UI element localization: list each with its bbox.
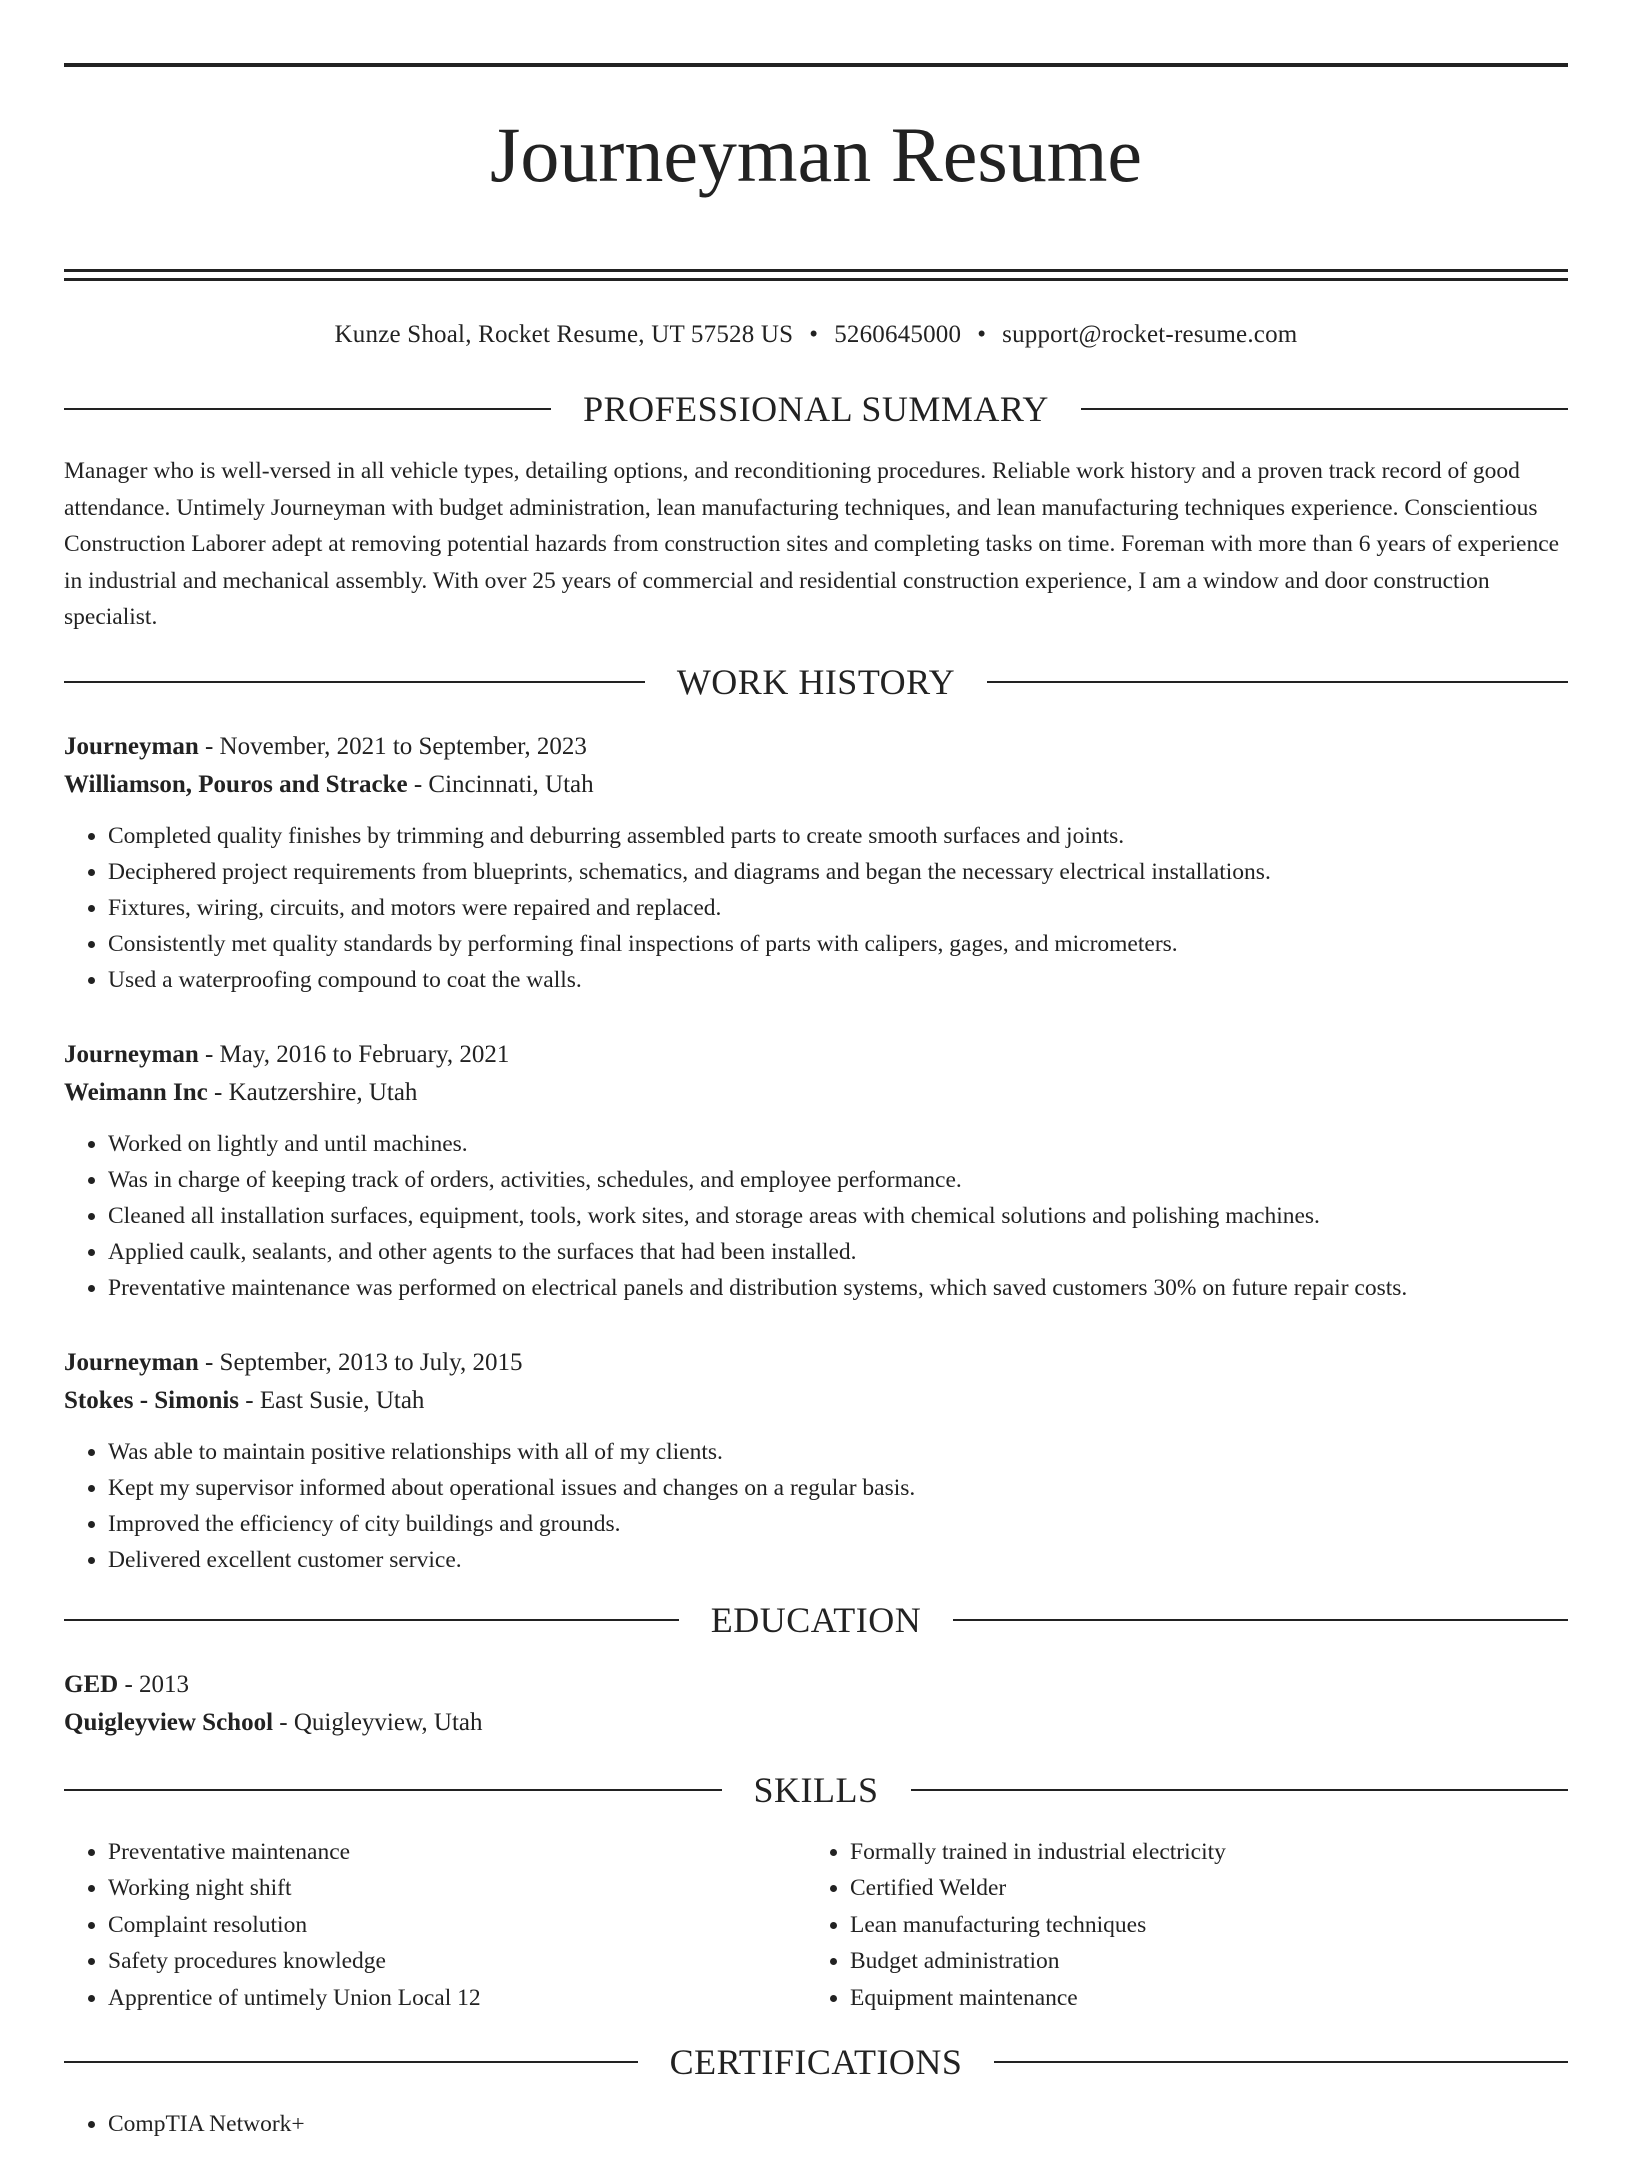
heading-rule-right <box>987 681 1568 683</box>
heading-rule-right <box>953 1619 1568 1621</box>
list-item: • Preventative maintenance <box>108 1834 806 1871</box>
list-item: • Cleaned all installation surfaces, equipment, tools, work sites, and storage areas with chemical solutions and polishing machines. <box>108 1198 1568 1234</box>
section-heading-education <box>64 1598 1568 1642</box>
list-item: • Working night shift <box>108 1870 806 1907</box>
list-item: • Applied caulk, sealants, and other agents to the surfaces that had been installed. <box>108 1234 1568 1270</box>
job-company: Weimann Inc <box>64 1078 208 1106</box>
list-item: • Completed quality finishes by trimming and deburring assembled parts to create smooth surfaces and joints. <box>108 818 1568 854</box>
education-school: Quigleyview School <box>64 1708 274 1736</box>
heading-rule-left <box>64 681 645 683</box>
job-entry <box>64 728 1568 998</box>
section-title: SKILLS <box>753 1769 879 1810</box>
job-dates: - May, 2016 to February, 2021 <box>198 1040 510 1068</box>
job-dates: - November, 2021 to September, 2023 <box>198 732 587 760</box>
job-title-line <box>64 1344 1568 1382</box>
job-title: Journeyman <box>64 1348 199 1376</box>
list-item: • Deciphered project requirements from blueprints, schematics, and diagrams and began the necessary electrical installations. <box>108 854 1568 890</box>
job-title-line <box>64 1036 1568 1074</box>
education-degree-line <box>64 1666 1568 1704</box>
list-item: • Used a waterproofing compound to coat the walls. <box>108 962 1568 998</box>
section-title: PROFESSIONAL SUMMARY <box>583 389 1049 429</box>
list-item: • Formally trained in industrial electricity <box>850 1834 1568 1871</box>
list-item: • Lean manufacturing techniques <box>850 1907 1568 1944</box>
job-entry <box>64 1036 1568 1306</box>
heading-rule-left <box>64 2061 638 2063</box>
list-item: • Was in charge of keeping track of orders, activities, schedules, and employee performance. <box>108 1162 1568 1198</box>
job-location: - East Susie, Utah <box>239 1386 425 1414</box>
skills-list-right <box>806 1834 1568 2017</box>
list-item: • Equipment maintenance <box>850 1980 1568 2017</box>
job-dates: - September, 2013 to July, 2015 <box>198 1348 523 1376</box>
heading-rule-right <box>994 2061 1568 2063</box>
contact-line <box>64 319 1568 351</box>
job-entry <box>64 1344 1568 1578</box>
education-degree: GED <box>64 1670 119 1698</box>
list-item: • Consistently met quality standards by performing final inspections of parts with calipers, gages, and micrometers. <box>108 926 1568 962</box>
job-company-line <box>64 1074 1568 1112</box>
list-item: • Improved the efficiency of city buildings and grounds. <box>108 1506 1568 1542</box>
education-school-line <box>64 1704 1568 1742</box>
section-heading-work-history <box>64 660 1568 704</box>
heading-rule-right <box>1081 408 1568 410</box>
list-item: • Safety procedures knowledge <box>108 1943 806 1980</box>
section-title: CERTIFICATIONS <box>669 2042 963 2082</box>
resume-page <box>0 63 1632 2175</box>
job-title: Journeyman <box>64 732 199 760</box>
top-rule <box>64 63 1568 67</box>
list-item: • Complaint resolution <box>108 1907 806 1944</box>
job-bullets <box>64 1126 1568 1306</box>
list-item: • Fixtures, wiring, circuits, and motors were repaired and replaced. <box>108 890 1568 926</box>
section-title: EDUCATION <box>710 1599 922 1640</box>
skills-columns <box>64 1834 1568 2017</box>
contact-address: Kunze Shoal, Rocket Resume, UT 57528 US <box>334 321 794 348</box>
list-item: • Apprentice of untimely Union Local 12 <box>108 1980 806 2017</box>
list-item: • Was able to maintain positive relationships with all of my clients. <box>108 1434 1568 1470</box>
list-item: • Budget administration <box>850 1943 1568 1980</box>
list-item: • CompTIA Network+ <box>108 2106 1568 2142</box>
summary-text: Manager who is well-versed in all vehicle types, detailing options, and reconditioning procedures. Reliable work history and a proven track record of good attendance. Untimely Journeyman with budget administration, lean manufacturing techniques, and lean manufacturing techniques experience. Conscientious Construction Laborer adept at removing potential hazards from construction sites and completing tasks on time. Foreman with more than 6 years of experience in industrial and mechanical assembly. With over 25 years of commercial and residential construction experience, I am a window and door construction specialist. <box>64 458 1560 630</box>
section-heading-summary <box>64 387 1568 431</box>
job-location: - Kautzershire, Utah <box>207 1078 418 1106</box>
list-item: • Preventative maintenance was performed on electrical panels and distribution systems, which saved customers 30% on future repair costs. <box>108 1270 1568 1306</box>
section-heading-skills <box>64 1768 1568 1812</box>
job-title: Journeyman <box>64 1040 199 1068</box>
job-bullets <box>64 818 1568 998</box>
resume-title: Journeyman Resume <box>489 111 1143 198</box>
heading-rule-right <box>911 1789 1569 1791</box>
job-location: - Cincinnati, Utah <box>407 770 594 798</box>
job-bullets <box>64 1434 1568 1578</box>
job-company: Williamson, Pouros and Stracke <box>64 770 408 798</box>
job-company-line <box>64 766 1568 804</box>
contact-separator: • <box>809 321 819 348</box>
list-item: • Worked on lightly and until machines. <box>108 1126 1568 1162</box>
list-item: • Kept my supervisor informed about operational issues and changes on a regular basis. <box>108 1470 1568 1506</box>
contact-separator: • <box>977 321 987 348</box>
list-item: • Delivered excellent customer service. <box>108 1542 1568 1578</box>
title-double-rule <box>64 269 1568 281</box>
certifications-block <box>64 2106 1568 2142</box>
education-location: - Quigleyview, Utah <box>273 1708 483 1736</box>
job-title-line <box>64 728 1568 766</box>
section-heading-certifications <box>64 2040 1568 2084</box>
contact-phone: 5260645000 <box>834 321 962 348</box>
certifications-list <box>64 2106 1568 2142</box>
education-entry <box>64 1666 1568 1742</box>
list-item: • Certified Welder <box>850 1870 1568 1907</box>
job-company: Stokes - Simonis <box>64 1386 240 1414</box>
section-title: WORK HISTORY <box>676 661 956 702</box>
heading-rule-left <box>64 1619 679 1621</box>
skills-list-left <box>64 1834 806 2017</box>
contact-email: support@rocket-resume.com <box>1002 321 1298 348</box>
heading-rule-left <box>64 408 551 410</box>
education-year: - 2013 <box>118 1670 190 1698</box>
job-company-line <box>64 1382 1568 1420</box>
heading-rule-left <box>64 1789 722 1791</box>
